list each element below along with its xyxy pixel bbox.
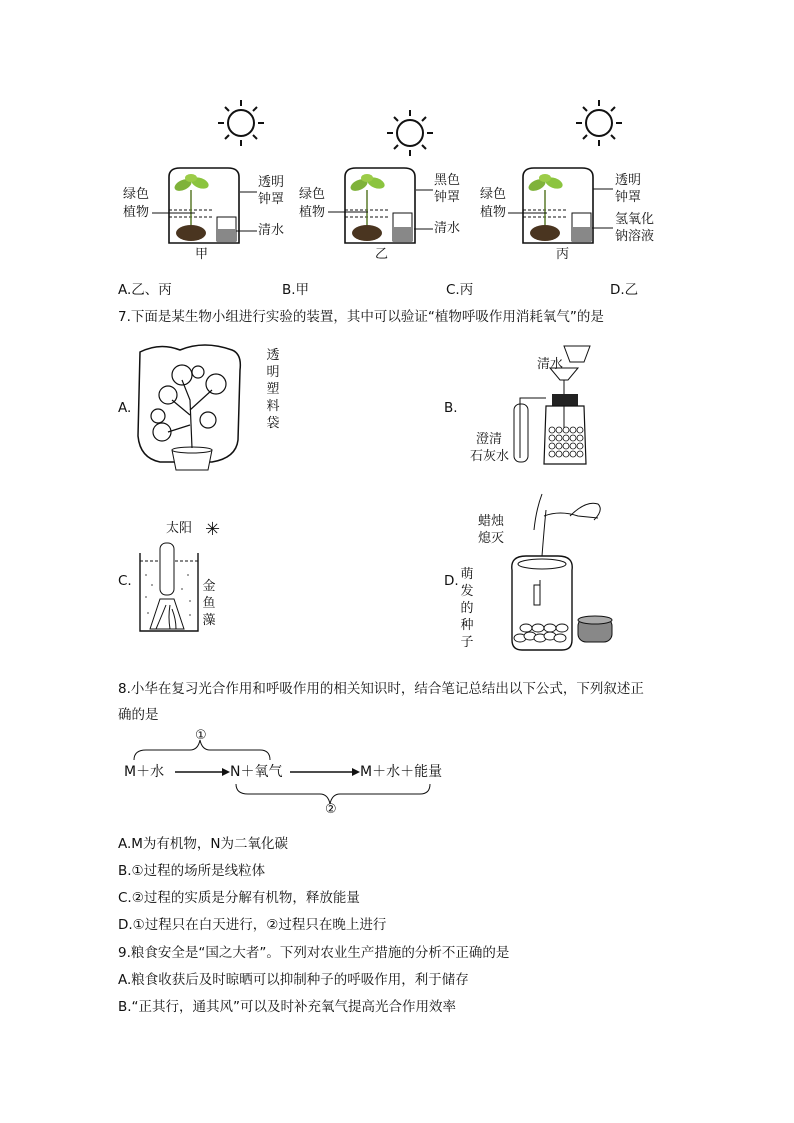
caption-bing: 丙 [556,247,570,262]
label-container: 清水 [258,223,285,238]
label-bell-jar: 透明 [615,173,642,188]
q9-option-b[interactable]: B.“正其行，通其风”可以及时补充氧气提高光合作用效率 [118,999,457,1015]
q7-stem: 7.下面是某生物小组进行实验的装置，其中可以验证“植物呼吸作用消耗氧气”的是 [118,309,604,325]
label-candle: 蜡烛 [478,514,505,529]
label-plastic-bag: 透 明 塑 料 袋 [266,348,280,431]
caption-yi: 乙 [375,247,389,262]
q6-option-b[interactable]: B.甲 [282,282,310,298]
q8-option-d[interactable]: D.①过程只在白天进行，②过程只在晚上进行 [118,917,387,933]
q6-option-d[interactable]: D.乙 [610,282,639,298]
label-green-plant: 绿色 [299,187,326,202]
label-bell-jar-2: 钟罩 [258,192,285,207]
label-bell-jar-2: 钟罩 [434,190,461,205]
q8-option-a[interactable]: A.M为有机物，N为二氧化碳 [118,836,289,852]
q7-option-c-letter[interactable]: C. [118,573,132,589]
candle-seed-jar [486,490,626,660]
q9-option-a[interactable]: A.粮食收获后及时晾晒可以抑制种子的呼吸作用，利于储存 [118,972,469,988]
q7-option-b-letter[interactable]: B. [444,400,458,416]
label-green-plant: 绿色 [480,187,507,202]
q9-stem: 9.粮食安全是“国之大者”。下列对农业生产措施的分析不正确的是 [118,945,510,961]
q8-stem-line2: 确的是 [118,707,159,723]
label-green-plant: 绿色 [123,187,150,202]
plant-bag-illustration [132,340,252,480]
label-bell-jar: 透明 [258,175,285,190]
label-bell-jar-2: 钟罩 [615,190,642,205]
label-container-2: 钠溶液 [615,229,655,244]
q8-option-b[interactable]: B.①过程的场所是线粒体 [118,863,266,879]
formula-part-2: N＋氧气 [230,764,283,780]
q8-stem-line1: 8.小华在复习光合作用和呼吸作用的相关知识时，结合笔记总结出以下公式，下列叙述正 [118,681,644,697]
label-lime-water-2: 石灰水 [470,449,510,464]
leader-lines [0,0,794,300]
sun-icon: ✳ [205,519,221,540]
formula-part-3: M＋水＋能量 [360,764,443,780]
formula-part-1: M＋水 [124,764,165,780]
label-container: 清水 [434,221,461,236]
bracket-label-1: ① [195,728,207,743]
label-candle-2: 熄灭 [478,531,505,546]
label-bell-jar: 黑色 [434,173,461,188]
bracket-label-2: ② [325,802,337,817]
caption-jia: 甲 [195,247,209,262]
label-green-plant-2: 植物 [123,205,150,220]
label-container: 氢氧化 [615,212,655,227]
label-hornwort: 金 鱼 藻 [202,579,216,628]
label-green-plant-2: 植物 [480,205,507,220]
q8-option-c[interactable]: C.②过程的实质是分解有机物，释放能量 [118,890,360,906]
label-sun: 太阳 [166,521,193,536]
q6-option-a[interactable]: A.乙、丙 [118,282,172,298]
label-germinating-seeds: 萌 发 的 种 子 [460,567,474,650]
label-clear-water: 清水 [537,357,564,372]
q7-option-a-letter[interactable]: A. [118,400,132,416]
q7-option-d-letter[interactable]: D. [444,573,459,589]
label-green-plant-2: 植物 [299,205,326,220]
q6-option-c[interactable]: C.丙 [446,282,474,298]
label-lime-water: 澄清 [476,432,503,447]
